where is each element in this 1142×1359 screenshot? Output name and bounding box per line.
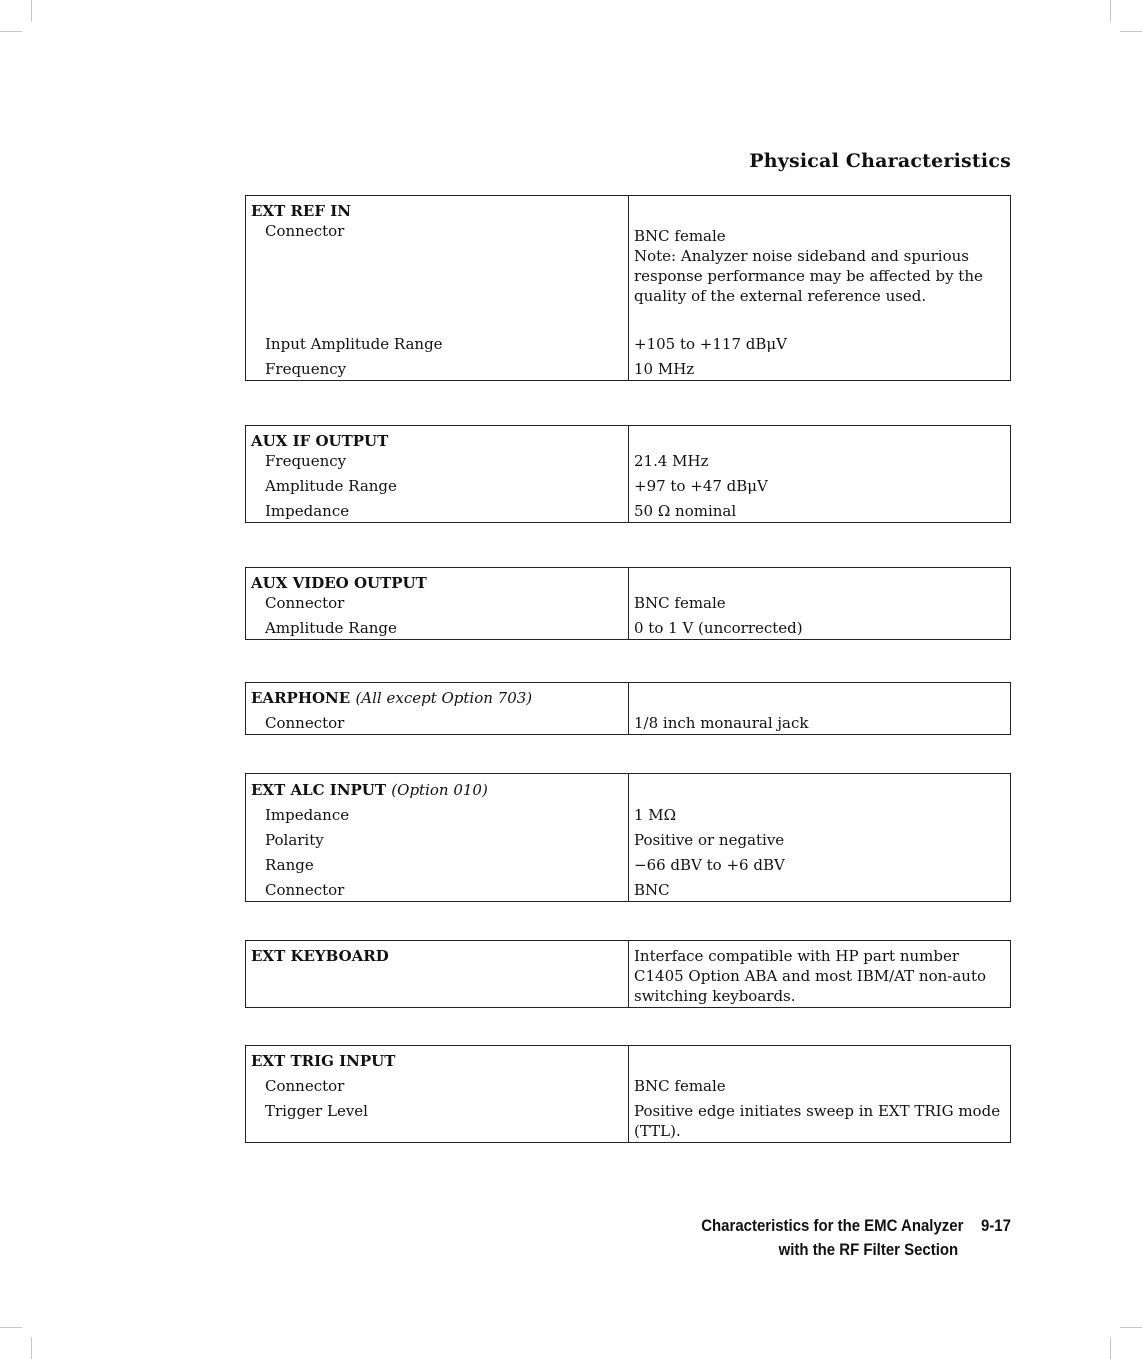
page-title: Physical Characteristics <box>749 150 1011 172</box>
crop-mark <box>31 1337 32 1359</box>
spec-value: BNC female <box>634 1077 726 1095</box>
spec-value: +97 to +47 dBμV <box>634 477 768 495</box>
section-title: EXT REF IN <box>246 196 629 222</box>
spec-value: −66 dBV to +6 dBV <box>634 856 785 874</box>
spec-value: BNC female <box>634 594 726 612</box>
spec-value: Positive or negative <box>634 831 785 849</box>
section-qualifier: (All except Option 703) <box>355 689 533 707</box>
spec-value: 10 MHz <box>634 360 695 378</box>
crop-mark <box>1110 0 1111 22</box>
spec-label: Frequency <box>246 451 629 471</box>
spec-label: Amplitude Range <box>246 613 629 640</box>
spec-value: 1 MΩ <box>634 806 677 824</box>
spec-label: Impedance <box>246 800 629 825</box>
section-title: AUX IF OUTPUT <box>246 426 629 452</box>
spec-value: Positive edge initiates sweep in EXT TRIG mode (TTL). <box>634 1102 1001 1140</box>
spec-label: Range <box>246 850 629 875</box>
crop-mark <box>1120 31 1142 32</box>
spec-value: 1/8 inch monaural jack <box>634 714 809 732</box>
spec-label: Trigger Level <box>246 1096 629 1143</box>
empty-cell <box>629 1046 1011 1072</box>
spec-label: Input Amplitude Range <box>246 329 629 354</box>
spec-table-ext-ref-in <box>245 195 1011 381</box>
spec-label: Polarity <box>246 825 629 850</box>
spec-table-aux-video-output <box>245 567 1011 640</box>
empty-cell <box>629 568 1011 594</box>
spec-label: Impedance <box>246 496 629 523</box>
spec-label: Frequency <box>246 354 629 381</box>
crop-mark <box>31 0 32 22</box>
spec-label: Connector <box>246 875 629 902</box>
section-qualifier: (Option 010) <box>391 781 488 799</box>
spec-value: +105 to +117 dBμV <box>634 335 787 353</box>
spec-value: 50 Ω nominal <box>634 502 737 520</box>
section-title: EXT TRIG INPUT <box>246 1046 629 1072</box>
spec-value: Interface compatible with HP part number C1405 Option ABA and most IBM/AT non-auto switching keyboards. <box>634 947 987 1005</box>
section-title: EARPHONE <box>251 689 351 707</box>
section-title-cell <box>246 683 629 709</box>
empty-cell <box>246 246 629 329</box>
spec-value: 0 to 1 V (uncorrected) <box>634 619 803 637</box>
crop-mark <box>1120 1327 1142 1328</box>
section-title: EXT KEYBOARD <box>246 941 629 1008</box>
spec-label: Connector <box>246 708 629 735</box>
page-number: 9-17 <box>981 1216 1011 1235</box>
spec-value: 21.4 MHz <box>634 452 709 470</box>
empty-cell <box>629 196 1011 222</box>
spec-label: Connector <box>246 1071 629 1096</box>
footer-chapter-subtitle: with the RF Filter Section <box>778 1240 959 1259</box>
crop-mark <box>0 31 22 32</box>
spec-table-ext-alc-input <box>245 773 1011 902</box>
section-title-cell <box>246 774 629 801</box>
footer-line-1 <box>701 1214 1011 1238</box>
spec-value: BNC female <box>634 227 726 245</box>
spec-note: Note: Analyzer noise sideband and spurious response performance may be affected by the quality of the external reference used. <box>634 247 983 305</box>
spec-table-ext-keyboard <box>245 940 1011 1008</box>
empty-cell <box>629 683 1011 709</box>
spec-table-ext-trig-input <box>245 1045 1011 1143</box>
section-title: AUX VIDEO OUTPUT <box>246 568 629 594</box>
crop-mark <box>0 1327 22 1328</box>
spec-table-aux-if-output <box>245 425 1011 523</box>
crop-mark <box>1110 1337 1111 1359</box>
spec-value: BNC <box>634 881 670 899</box>
section-title: EXT ALC INPUT <box>251 781 387 799</box>
spec-label: Amplitude Range <box>246 471 629 496</box>
page-footer <box>701 1214 1011 1262</box>
empty-cell <box>629 426 1011 452</box>
spec-label: Connector <box>246 593 629 613</box>
spec-label: Connector <box>246 221 629 246</box>
spec-table-earphone <box>245 682 1011 735</box>
footer-chapter-title: Characteristics for the EMC Analyzer <box>701 1216 964 1235</box>
empty-cell <box>629 774 1011 801</box>
